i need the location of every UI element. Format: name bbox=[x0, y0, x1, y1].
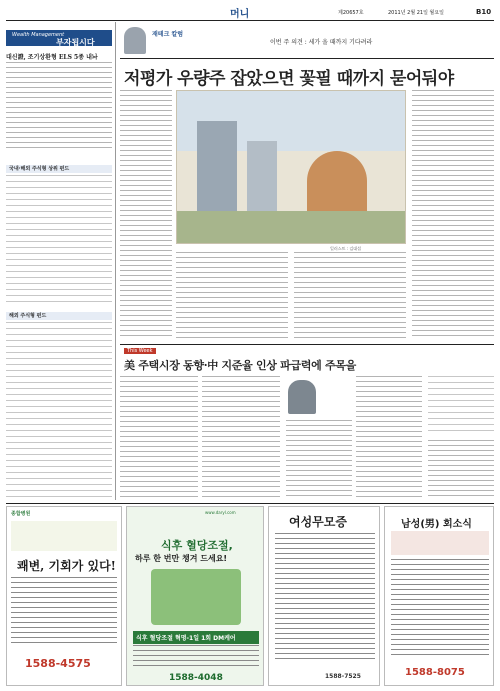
this-week-table bbox=[428, 376, 494, 436]
ad-left-brand: 종합병원 bbox=[11, 511, 31, 517]
ad-left-hero bbox=[11, 521, 117, 551]
sidebar-divider bbox=[115, 22, 116, 500]
ad-right1-copy bbox=[275, 533, 375, 663]
table2-title: 해외 주식형 펀드 bbox=[6, 312, 112, 320]
ad-center-footer: 식후 혈당조절 혁명-1일 1회 DM케어 bbox=[133, 631, 259, 644]
column-header-rule bbox=[120, 58, 494, 59]
ad-center-brand: www.daryl.com bbox=[205, 510, 236, 515]
ad-right2 bbox=[384, 506, 494, 686]
sidebar-headline: 대신證, 조기상환형 ELS 5종 내놔 bbox=[6, 54, 98, 61]
ad-right1-headline: 여성무모증 bbox=[289, 515, 347, 529]
ad-left bbox=[6, 506, 122, 686]
this-week-col1 bbox=[120, 376, 198, 498]
page-number: B10 bbox=[476, 8, 492, 16]
illustration-building bbox=[197, 121, 237, 211]
ad-center-copy bbox=[133, 645, 259, 669]
issue-date: 2011년 2월 21일 월요일 bbox=[388, 10, 445, 16]
ads-top-rule bbox=[6, 503, 494, 504]
sidebar-title: 부자됩시다 bbox=[56, 38, 95, 47]
sidebar-body-text bbox=[6, 62, 112, 150]
table2-rows bbox=[6, 322, 112, 497]
sidebar-banner bbox=[6, 30, 112, 46]
masthead-rule bbox=[6, 20, 494, 21]
ad-left-phone: 1588-4575 bbox=[25, 657, 91, 670]
ad-right1 bbox=[268, 506, 380, 686]
lead-body-col1 bbox=[120, 90, 172, 340]
section-name: 머니 bbox=[230, 9, 250, 20]
author-photo bbox=[288, 380, 316, 414]
lead-body-col4 bbox=[412, 90, 494, 340]
table1-rows bbox=[6, 175, 112, 305]
ad-center-headline2: 하루 한 번만 챙겨 드세요! bbox=[135, 554, 228, 563]
issue-number: 제20657호 bbox=[338, 10, 364, 16]
this-week-col2 bbox=[202, 376, 280, 498]
lead-kicker: 이번 주 의견 : 세가 올 때까지 기다려라 bbox=[270, 39, 373, 46]
lead-bottom-rule bbox=[120, 344, 494, 345]
ad-right2-copy bbox=[391, 559, 489, 659]
column-header bbox=[120, 25, 494, 57]
lead-headline: 저평가 우량주 잡았으면 꽃필 때까지 묻어둬야 bbox=[124, 69, 454, 89]
column-series: 재테크 칼럼 bbox=[152, 31, 184, 38]
lead-body-col3 bbox=[294, 252, 406, 340]
ad-right1-phone: 1588-7525 bbox=[325, 673, 361, 680]
illustration-caption: 일러스트 : 김대섭 bbox=[330, 246, 361, 251]
this-week-col4 bbox=[356, 376, 422, 498]
ad-center-phone: 1588-4048 bbox=[169, 673, 223, 683]
ad-left-copy bbox=[11, 577, 117, 647]
lead-body-col2 bbox=[176, 252, 288, 340]
this-week-col3 bbox=[286, 420, 352, 498]
illustration-ground bbox=[177, 211, 405, 243]
sidebar-brand: Wealth Management bbox=[12, 32, 65, 38]
ad-right2-headline: 남성(男) 회소식 bbox=[401, 519, 472, 530]
table1-title: 국내·해외 주식형 상위 펀드 bbox=[6, 165, 112, 173]
this-week-label: This Week bbox=[124, 348, 156, 354]
columnist-avatar bbox=[124, 27, 146, 54]
this-week-headline: 美 주택시장 동향·中 지준율 인상 파급력에 주목을 bbox=[124, 359, 356, 372]
illustration-building bbox=[247, 141, 277, 211]
sidebar bbox=[6, 22, 112, 500]
ad-center-product bbox=[151, 569, 241, 625]
this-week-col5 bbox=[428, 440, 494, 498]
lead-illustration bbox=[176, 90, 406, 244]
ad-left-headline: 쾌변, 기회가 있다! bbox=[17, 559, 116, 573]
ad-right2-phone: 1588-8075 bbox=[405, 667, 465, 678]
masthead bbox=[6, 5, 494, 19]
ad-center-headline1: 식후 혈당조절, bbox=[161, 539, 233, 552]
ad-center bbox=[126, 506, 264, 686]
ad-right2-banner bbox=[391, 531, 489, 555]
